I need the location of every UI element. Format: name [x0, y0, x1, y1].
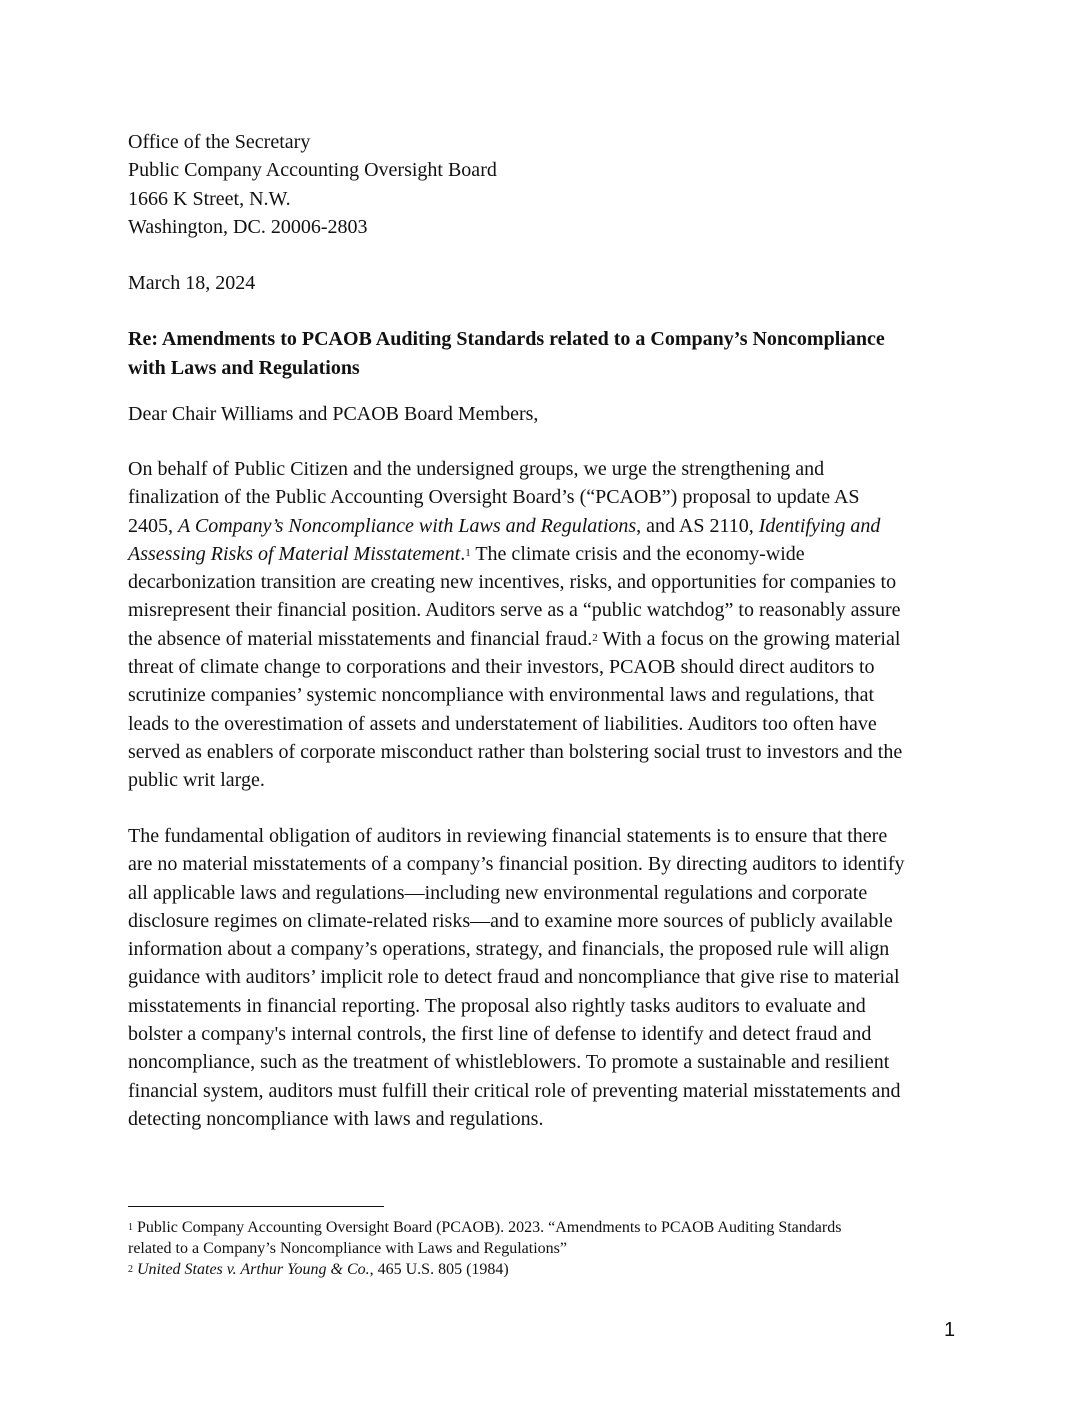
case-citation: United States v. Arthur Young & Co.	[137, 1261, 370, 1278]
text-line: misrepresent their financial position. Auditors serve as a “public watchdog” to reasonably assure	[128, 599, 901, 622]
standard-title-as2110-cont: Assessing Risks of Material Misstatement	[128, 542, 461, 565]
text-line: finalization of the Public Accounting Oversight Board’s (“PCAOB”) proposal to update AS	[128, 486, 860, 509]
footnote-line	[128, 1217, 958, 1238]
text-run: The climate crisis and the economy-wide	[470, 542, 805, 565]
text-run: , and AS 2110,	[636, 514, 759, 537]
address-line: 1666 K Street, N.W.	[128, 187, 291, 210]
text-line: bolster a company's internal controls, the first line of defense to identify and detect fraud and	[128, 1023, 872, 1046]
footnote-text: , 465 U.S. 805 (1984)	[369, 1261, 509, 1278]
footnote-number: 1	[128, 1222, 133, 1233]
text-line: On behalf of Public Citizen and the undersigned groups, we urge the strengthening and	[128, 458, 825, 480]
footnote-1	[128, 1217, 958, 1259]
address-line: Washington, DC. 20006-2803	[128, 216, 368, 239]
footnote-number: 2	[128, 1264, 133, 1275]
text-line: noncompliance, such as the treatment of whistleblowers. To promote a sustainable and resilient	[128, 1051, 890, 1074]
text-line: information about a company’s operations, strategy, and financials, the proposed rule will align	[128, 938, 890, 961]
letter-date: March 18, 2024	[128, 272, 256, 294]
footnote-ref-1[interactable]: 1	[465, 546, 471, 559]
text-line: misstatements in financial reporting. The proposal also rightly tasks auditors to evaluate and	[128, 994, 866, 1017]
footnotes	[128, 1217, 958, 1280]
footnote-divider	[128, 1206, 384, 1207]
text-line	[128, 512, 964, 540]
subject-line-1: Re: Amendments to PCAOB Auditing Standards related to a Company’s Noncompliance	[128, 328, 885, 350]
text-line: decarbonization transition are creating new incentives, risks, and opportunities for companies to	[128, 571, 897, 594]
salutation: Dear Chair Williams and PCAOB Board Members,	[128, 403, 539, 425]
footnote-line: related to a Company’s Noncompliance with Laws and Regulations”	[128, 1240, 567, 1257]
text-line: served as enablers of corporate misconduct rather than bolstering social trust to investors and the	[128, 740, 903, 763]
text-line: are no material misstatements of a company’s financial position. By directing auditors to identify	[128, 853, 905, 876]
address-line: Public Company Accounting Oversight Board	[128, 159, 497, 182]
text-run: 2405,	[128, 514, 178, 537]
footnote-text: Public Company Accounting Oversight Board (PCAOB). 2023. “Amendments to PCAOB Auditing Standards	[133, 1219, 842, 1236]
text-line: guidance with auditors’ implicit role to detect fraud and noncompliance that give rise to material	[128, 966, 900, 989]
subject-line-2: with Laws and Regulations	[128, 356, 360, 379]
text-run: the absence of material misstatements and financial fraud.	[128, 627, 593, 650]
body-paragraph-1	[128, 455, 964, 795]
standard-title-as2110: Identifying and	[758, 514, 881, 537]
subject-line	[128, 325, 958, 382]
text-line: all applicable laws and regulations—including new environmental regulations and corporate	[128, 881, 868, 904]
text-line: financial system, auditors must fulfill their critical role of preventing material misstatements and	[128, 1079, 901, 1102]
text-line: The fundamental obligation of auditors in reviewing financial statements is to ensure that there	[128, 825, 888, 847]
text-line: scrutinize companies’ systemic noncompliance with environmental laws and regulations, that	[128, 684, 875, 707]
footnote-2	[128, 1259, 958, 1280]
footnote-ref-2[interactable]: 2	[592, 631, 598, 644]
page-number: 1	[944, 1319, 956, 1341]
body-paragraph-2	[128, 822, 964, 1133]
text-line: leads to the overestimation of assets and understatement of liabilities. Auditors too often have	[128, 712, 877, 735]
text-line: threat of climate change to corporations and their investors, PCAOB should direct auditors to	[128, 656, 875, 679]
text-run: With a focus on the growing material	[597, 627, 901, 650]
text-line: detecting noncompliance with laws and regulations.	[128, 1107, 544, 1130]
footnote-line	[128, 1259, 958, 1280]
recipient-address	[128, 128, 497, 242]
text-line: public writ large.	[128, 769, 265, 792]
text-line: disclosure regimes on climate-related risks—and to examine more sources of publicly available	[128, 909, 893, 932]
text-line	[128, 625, 964, 653]
standard-title-as2405: A Company’s Noncompliance with Laws and Regulations	[178, 514, 637, 537]
text-run: .	[460, 542, 466, 565]
text-line	[128, 540, 964, 568]
address-line: Office of the Secretary	[128, 131, 311, 153]
